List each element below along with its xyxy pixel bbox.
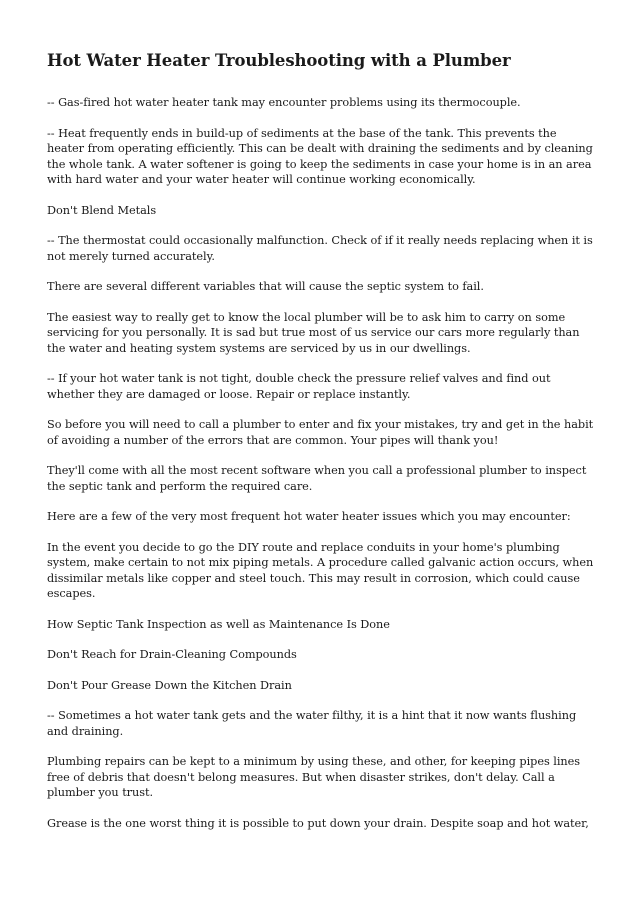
paragraph: -- Heat frequently ends in build-up of sediments at the base of the tank. This prevents the heater from operating efficiently. This can be dealt with draining the sediments and by cleaning the whole tank. A water softener is going to keep the sediments in case your home is in an area with hard water and your water heater will continue working economically.	[47, 126, 593, 186]
paragraph: There are several different variables that will cause the septic system to fail.	[47, 280, 484, 293]
paragraph: Grease is the one worst thing it is possible to put down your drain. Despite soap and hot water,	[47, 816, 589, 830]
document-page	[47, 50, 594, 846]
document-title: Hot Water Heater Troubleshooting with a Plumber	[47, 51, 511, 70]
paragraph: Plumbing repairs can be kept to a minimum by using these, and other, for keeping pipes lines free of debris that doesn't belong measures. But when disaster strikes, don't delay. Call a plumber you trust.	[47, 755, 580, 799]
paragraph: In the event you decide to go the DIY route and replace conduits in your home's plumbing system, make certain to not mix piping metals. A procedure called galvanic action occurs, when dissimilar metals like copper and steel touch. This may result in corrosion, which could cause escapes.	[47, 540, 594, 600]
paragraph: How Septic Tank Inspection as well as Maintenance Is Done	[47, 617, 390, 631]
paragraph: -- The thermostat could occasionally malfunction. Check of if it really needs replacing when it is not merely turned accurately.	[47, 234, 593, 263]
paragraph: So before you will need to call a plumber to enter and fix your mistakes, try and get in the habit of avoiding a number of the errors that are common. Your pipes will thank you!	[47, 418, 594, 447]
paragraph: -- Gas-fired hot water heater tank may encounter problems using its thermocouple.	[47, 96, 521, 109]
paragraph: Don't Blend Metals	[47, 203, 157, 217]
paragraph: Don't Reach for Drain-Cleaning Compounds	[47, 648, 297, 661]
paragraph: -- Sometimes a hot water tank gets and the water filthy, it is a hint that it now wants flushing and draining.	[47, 709, 577, 738]
paragraph: Don't Pour Grease Down the Kitchen Drain	[47, 678, 292, 692]
paragraph: Here are a few of the very most frequent hot water heater issues which you may encounter:	[47, 510, 571, 523]
paragraph: They'll come with all the most recent software when you call a professional plumber to inspect the septic tank and perform the required care.	[47, 464, 587, 493]
paragraph: -- If your hot water tank is not tight, double check the pressure relief valves and find out whether they are damaged or loose. Repair or replace instantly.	[47, 372, 551, 401]
paragraph: The easiest way to really get to know the local plumber will be to ask him to carry on some servicing for you personally. It is sad but true most of us service our cars more regularly than the water and heating system systems are serviced by us in our dwellings.	[47, 310, 580, 355]
